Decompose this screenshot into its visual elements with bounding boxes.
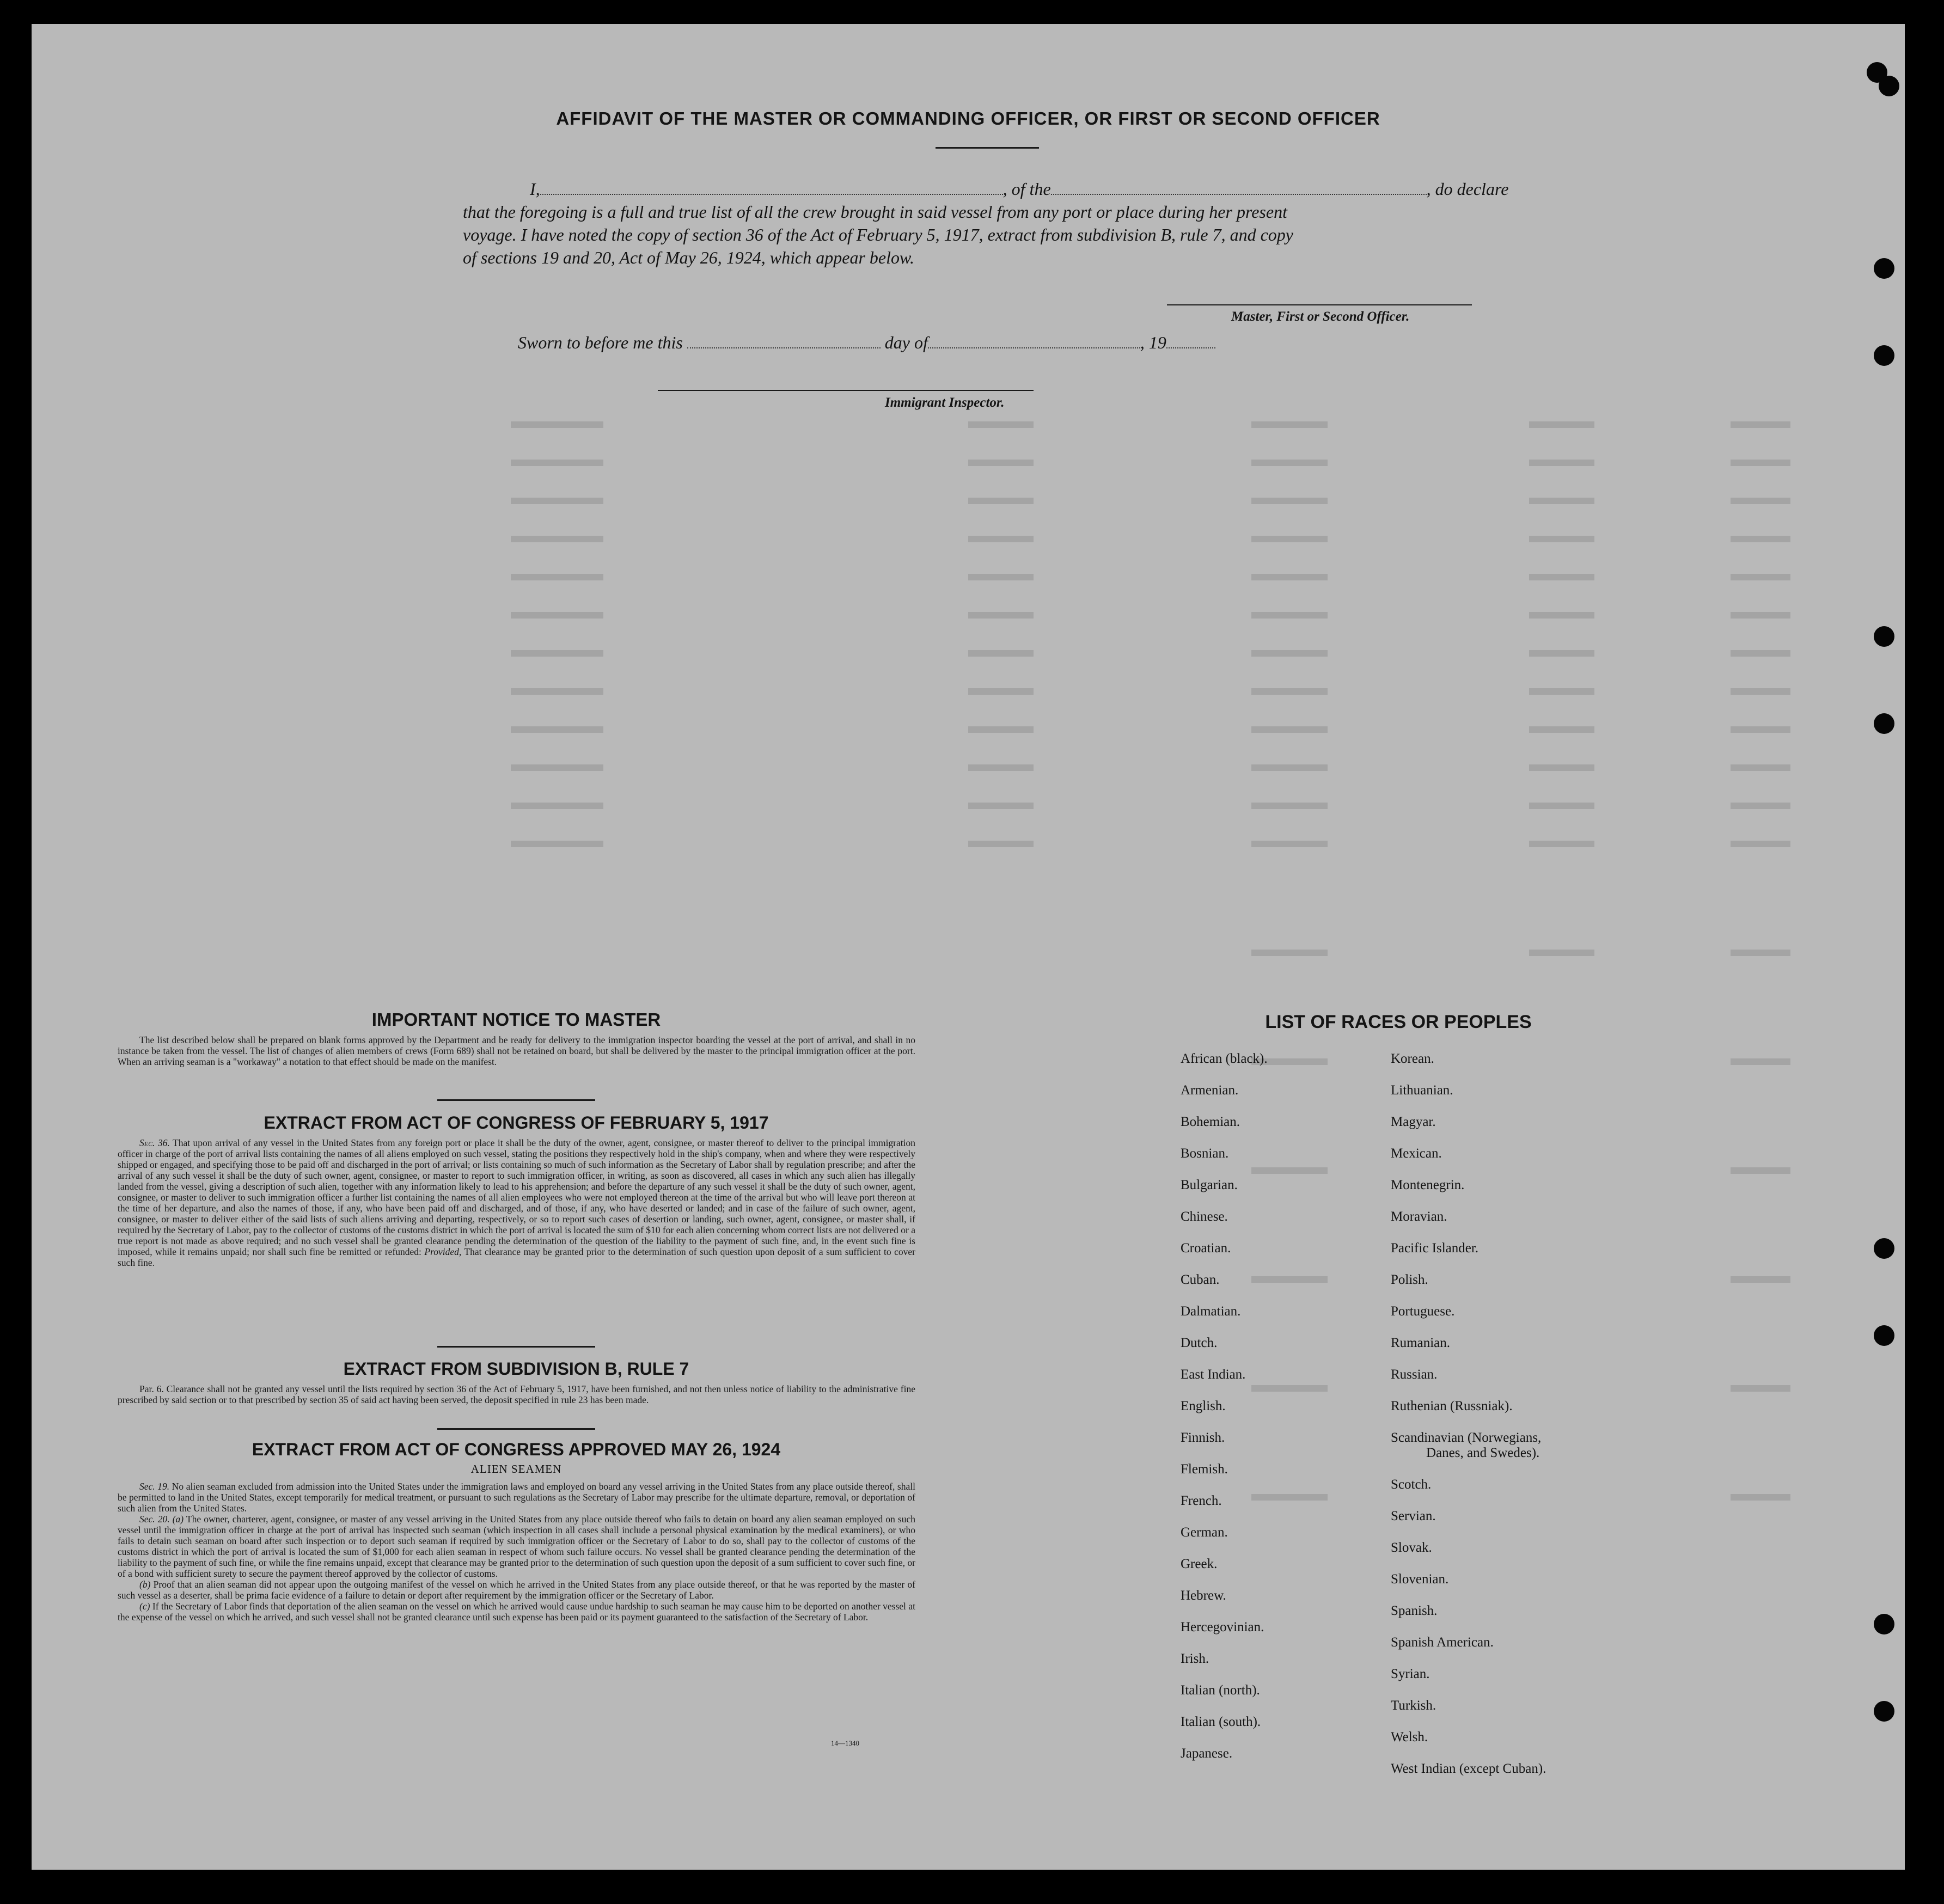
sec36-text: That upon arrival of any vessel in the United States from any foreign port or place it shall be the duty of the owner, agent, consignee, or master thereof to deliver to the principal immigration officer in charge of the port of arrival lists containing the names of all aliens employed on such vessel, stating the positions they respectively hold in the ship's company, when and where they were respectively shipped or engaged, and specifying those to be paid off and discharged in the port of arrival; or lists containing so much of such information as the Secretary of Labor shall by regulation prescribe; and after the arrival of any such vessel it shall be the duty of such owner, agent, consignee, or master to report to such immigration officer, in writing, as soon as discovered, all cases in which any such alien has illegally landed from the vessel, giving a description of such alien, together with any information likely to lead to his apprehension; and before the departure of any such vessel it shall be the duty of such owner, agent, consignee, or master to deliver to such immigration officer a further list containing the names of all alien employees who were not employed thereon at the time of the arrival but who will leave port thereon at the time of her departure, and also the names of those, if any, who have been paid off and discharged, and of those, if any, who have deserted or landed; and in case of the failure of such owner, agent, consignee, or master to deliver either of the said lists of such aliens arriving and departing, respectively, or so to report such cases of desertion or landing, such owner, agent, consignee, or master shall, if required by the Secretary of Labor, pay to the collector of customs of the customs district in which the port of arrival is located the sum of $10 for each alien concerning whom correct lists are not delivered or a true report is not made as above required; and no such vessel shall be granted clearance pending the determination of the question of the liability to the payment of such fine, and, in the event such fine is imposed, while it remains unpaid; nor shall such fine be remitted or refunded: [118, 1137, 915, 1257]
inspector-signature-line[interactable] [658, 390, 1034, 391]
sworn-prefix: Sworn to before me this [518, 333, 683, 352]
race-item: Greek. [1181, 1557, 1218, 1571]
race-item: Slovenian. [1391, 1572, 1449, 1587]
sworn-year-label: , 19 [1140, 333, 1166, 352]
race-item: Slovak. [1391, 1540, 1432, 1555]
sec20b-text: Proof that an alien seaman did not appear upon the outgoing manifest of the vessel on which he arrived in the United States from any place outside thereof, or that he was reported by the master of such vessel as a deserter, shall be prima facie evidence of a failure to detain or deport after requirement by the immigration officer or the Secretary of Labor. [118, 1579, 916, 1601]
proviso-text: That clearance may be granted prior to the determination of such question upon deposit of a sum sufficient to cover such fine. [118, 1246, 915, 1268]
sec20c-text: If the Secretary of Labor finds that deportation of the alien seaman on the vessel on which he arrived would cause undue hardship to such seaman he may cause him to be deported on another vessel at the expense of the vessel on which he arrived, and such vessel shall not be granted clearance until such expense has been paid or its payment guaranteed to the satisfaction of the Secretary of Labor. [118, 1601, 916, 1623]
affidavit-line-1 [530, 179, 1508, 199]
notice-title: IMPORTANT NOTICE TO MASTER [371, 1009, 661, 1030]
race-item: Flemish. [1181, 1462, 1228, 1477]
sworn-line [518, 333, 1215, 353]
races-left-column [1181, 1043, 1268, 1770]
rule7-text: Par. 6. Clearance shall not be granted any vessel until the lists required by section 36 of the Act of February 5, 1917, have been furnished, and not then unless notice of liability to the administrative fine prescribed by said section or to that prescribed by section 35 of said act having been served, the deposit specified in rule 23 has been made. [118, 1383, 915, 1405]
race-item: Korean. [1391, 1051, 1434, 1066]
race-item: West Indian (except Cuban). [1391, 1761, 1546, 1776]
race-item: Scandinavian (Norwegians, [1391, 1430, 1542, 1445]
race-item: African (black). [1181, 1051, 1268, 1066]
affidavit-line-4: of sections 19 and 20, Act of May 26, 1924, which appear below. [463, 248, 914, 267]
sec20c-label: (c) [139, 1601, 150, 1612]
race-item: Hebrew. [1181, 1588, 1226, 1603]
race-item: Turkish. [1391, 1698, 1436, 1713]
race-item: Servian. [1391, 1509, 1436, 1523]
race-item: Danes, and Swedes). [1426, 1446, 1540, 1460]
signature-caption: Master, First or Second Officer. [1231, 309, 1410, 324]
race-item: Hercegovinian. [1181, 1620, 1264, 1634]
affidavit-line-3: voyage. I have noted the copy of section 36 of the Act of February 5, 1917, extract from subdivision B, rule 7, and copy [463, 225, 1293, 244]
race-item: Pacific Islander. [1391, 1241, 1479, 1256]
sec20a-text: The owner, charterer, agent, consignee, or master of any vessel arriving in the United States from any place outside thereof who fails to detain on board any alien seaman employed on such vessel until the immigration officer in charge at the port of arrival has inspected such seaman (which inspection in all cases shall include a personal physical examination by the medical examiners), or who fails to detain such seaman on board after such inspection or to deport such seaman if required by such immigration officer or the Secretary of Labor to do so, shall pay to the collector of customs of the customs district in which the port of arrival is located the sum of $1,000 for each alien seaman in respect of whom such failure occurs. No vessel shall be granted clearance pending the determination of the liability to the payment of such fine, or while the fine remains unpaid, except that clearance may be granted prior to the determination of such question upon the deposit of a sum sufficient to cover such fine, or of a bond with sufficient surety to secure the payment thereof approved by the collector of customs. [118, 1514, 915, 1579]
race-item: Italian (south). [1181, 1715, 1261, 1729]
title-divider [936, 147, 1039, 149]
race-item: English. [1181, 1399, 1226, 1413]
extract-1924-text [118, 1481, 915, 1623]
punch-hole [1874, 1701, 1894, 1722]
race-item: Chinese. [1181, 1209, 1228, 1224]
form-number: 14—1340 [831, 1739, 859, 1747]
race-item: Rumanian. [1391, 1336, 1451, 1350]
notice-text: The list described below shall be prepared on blank forms approved by the Department and be ready for delivery to the immigration inspector boarding the vessel at the port of arrival, and shall in no instance be taken from the vessel. The list of changes of alien members of crews (Form 689) shall not be retained on board, but shall be delivered by the master to the principal immigration officer at the port. When an arriving seaman is a "workaway" a notation to that effect should be made on the manifest. [118, 1034, 915, 1067]
race-item: Bosnian. [1181, 1146, 1229, 1161]
race-item: Portuguese. [1391, 1304, 1455, 1319]
punch-hole [1874, 626, 1894, 647]
notice-divider [437, 1099, 595, 1101]
sec20b-label: (b) [139, 1579, 151, 1590]
race-item: Ruthenian (Russniak). [1391, 1399, 1513, 1413]
punch-hole [1879, 76, 1899, 96]
race-item: Montenegrin. [1391, 1178, 1465, 1192]
race-item: Bohemian. [1181, 1115, 1240, 1129]
sec19-label: Sec. 19. [139, 1481, 170, 1492]
affidavit-title: AFFIDAVIT OF THE MASTER OR COMMANDING OFFICER, OR FIRST OR SECOND OFFICER [556, 108, 1380, 128]
race-item: Japanese. [1181, 1746, 1233, 1761]
affidavit-declare: , do declare [1426, 179, 1509, 199]
extract-1917-text [118, 1137, 915, 1268]
race-item: French. [1181, 1493, 1222, 1508]
affidavit-line-2: that the foregoing is a full and true list of all the crew brought in said vessel from any port or place during her present [463, 202, 1287, 222]
punch-hole [1874, 1614, 1894, 1634]
punch-hole [1874, 1238, 1894, 1259]
race-item: Italian (north). [1181, 1683, 1260, 1698]
signature-line[interactable] [1167, 304, 1472, 305]
sworn-day-label: day of [884, 333, 928, 352]
sworn-month-blank[interactable] [928, 347, 1140, 348]
race-item: Cuban. [1181, 1272, 1220, 1287]
race-item: East Indian. [1181, 1367, 1246, 1382]
race-item: Croatian. [1181, 1241, 1231, 1256]
race-item: Bulgarian. [1181, 1178, 1238, 1192]
race-item: Scotch. [1391, 1477, 1432, 1492]
punch-hole [1874, 345, 1894, 366]
race-item: Finnish. [1181, 1430, 1225, 1445]
rule7-title: EXTRACT FROM SUBDIVISION B, RULE 7 [343, 1359, 689, 1379]
proviso-label: Provided, [424, 1246, 462, 1257]
races-title: LIST OF RACES OR PEOPLES [1265, 1012, 1532, 1032]
affidavit-of-the: , of the [1002, 179, 1051, 199]
race-item: Russian. [1391, 1367, 1438, 1382]
race-item: Welsh. [1391, 1730, 1428, 1744]
inspector-caption: Immigrant Inspector. [885, 395, 1005, 410]
race-item: Moravian. [1391, 1209, 1447, 1224]
alien-seamen-subtitle: ALIEN SEAMEN [470, 1462, 562, 1476]
sworn-year-blank[interactable] [1166, 347, 1215, 348]
sworn-day-blank[interactable] [687, 347, 881, 348]
document-page [32, 24, 1905, 1870]
race-item: Spanish. [1391, 1603, 1438, 1618]
vessel-blank[interactable] [1051, 194, 1427, 195]
race-item: Spanish American. [1391, 1635, 1494, 1650]
extract-1924-title: EXTRACT FROM ACT OF CONGRESS APPROVED MAY 26, 1924 [252, 1440, 781, 1459]
name-blank[interactable] [540, 194, 1003, 195]
race-item: Armenian. [1181, 1083, 1239, 1098]
extract-1917-title: EXTRACT FROM ACT OF CONGRESS OF FEBRUARY 5, 1917 [264, 1113, 769, 1132]
race-item: Irish. [1181, 1651, 1209, 1666]
race-item: Lithuanian. [1391, 1083, 1453, 1098]
races-right-column [1391, 1043, 1546, 1785]
punch-hole [1874, 258, 1894, 279]
extract-1917-divider [437, 1346, 595, 1348]
race-item: Polish. [1391, 1272, 1428, 1287]
sec36-label: Sec. 36. [139, 1137, 170, 1148]
rule7-divider [437, 1428, 595, 1430]
race-item: German. [1181, 1525, 1228, 1540]
punch-hole [1874, 1325, 1894, 1346]
sec20-label: Sec. 20. (a) [139, 1514, 184, 1525]
race-item: Mexican. [1391, 1146, 1442, 1161]
race-item: Dutch. [1181, 1336, 1218, 1350]
race-item: Magyar. [1391, 1115, 1436, 1129]
affidavit-i: I, [530, 179, 540, 199]
sec19-text: No alien seaman excluded from admission into the United States under the immigration laws and employed on board any vessel arriving in the United States from any place outside thereof, shall be permitted to land in the United States, except temporarily for medical treatment, or pursuant to such regulations as the Secretary of Labor may prescribe for the ultimate departure, removal, or deportation of such alien from the United States. [118, 1481, 915, 1514]
punch-hole [1874, 713, 1894, 734]
race-item: Dalmatian. [1181, 1304, 1241, 1319]
race-item: Syrian. [1391, 1667, 1430, 1681]
